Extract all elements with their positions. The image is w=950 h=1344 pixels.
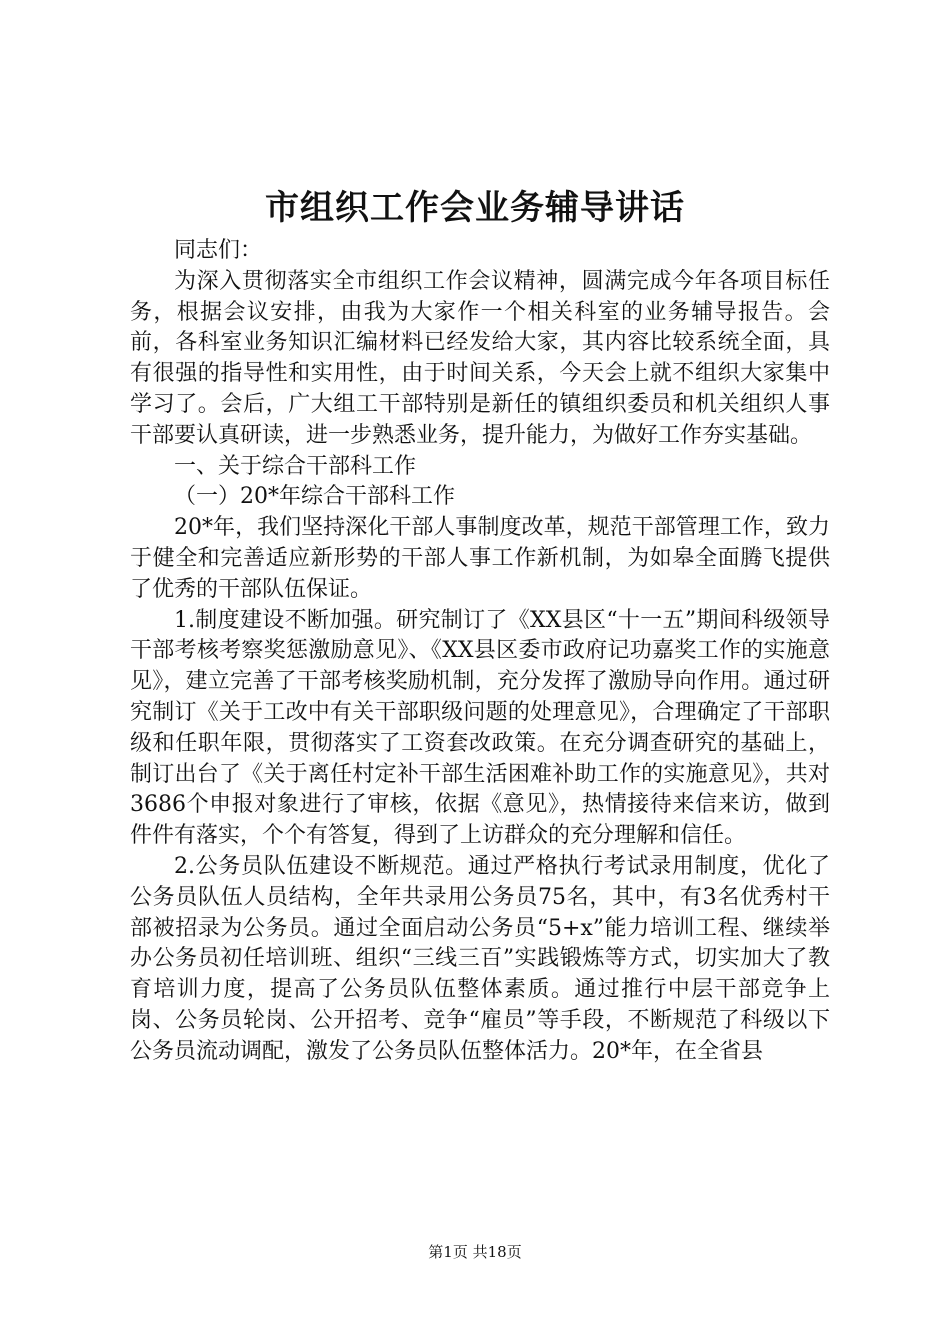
- document-title: 市组织工作会业务辅导讲话: [265, 188, 685, 228]
- paragraph-item-2: 2.公务员队伍建设不断规范。通过严格执行考试录用制度，优化了公务员队伍人员结构，全年共录用公务员75名，其中，有3名优秀村干部被招录为公务员。通过全面启动公务员“5+x”能力培训工程、继续举办公务员初任培训班、组织“三线三百”实践锻炼等方式，切实加大了教育培训力度，提高了公务员队伍整体素质。通过推行中层干部竞争上岗、公务员轮岗、公开招考、竞争“雇员”等手段，不断规范了科级以下公务员流动调配，激发了公务员队伍整体活力。20*年，在全省县: [130, 853, 830, 1064]
- section-heading-1: 一、关于综合干部科工作: [174, 453, 417, 479]
- page-footer: 第1页 共18页: [428, 1243, 522, 1261]
- paragraph-salutation: 同志们：: [174, 238, 263, 263]
- paragraph-intro: 为深入贯彻落实全市组织工作会议精神，圆满完成今年各项目标任务，根据会议安排，由我为大家作一个相关科室的业务辅导报告。会前，各科室业务知识汇编材料已经发给大家，其内容比较系统全面，具有很强的指导性和实用性，由于时间关系，今天会上就不组织大家集中学习了。会后，广大组工干部特别是新任的镇组织委员和机关组织人事干部要认真研读，进一步熟悉业务，提升能力，为做好工作夯实基础。: [130, 268, 830, 448]
- paragraph-overview: 20*年，我们坚持深化干部人事制度改革，规范干部管理工作，致力于健全和完善适应新形势的干部人事工作新机制，为如皋全面腾飞提供了优秀的干部队伍保证。: [130, 515, 830, 602]
- paragraph-item-1: 1.制度建设不断加强。研究制订了《XX县区“十一五”期间科级领导干部考核考察奖惩激励意见》、《XX县区委市政府记功嘉奖工作的实施意见》，建立完善了干部考核奖励机制，充分发挥了激励导向作用。通过研究制订《关于工改中有关干部职级问题的处理意见》，合理确定了干部职级和任职年限，贯彻落实了工资套改政策。在充分调查研究的基础上，制订出台了《关于离任村定补干部生活困难补助工作的实施意见》，共对3686个申报对象进行了审核，依据《意见》，热情接待来信来访，做到件件有落实，个个有答复，得到了上访群众的充分理解和信任。: [130, 607, 830, 849]
- document-body: [130, 236, 830, 1068]
- subsection-heading-1: （一）20*年综合干部科工作: [174, 484, 455, 510]
